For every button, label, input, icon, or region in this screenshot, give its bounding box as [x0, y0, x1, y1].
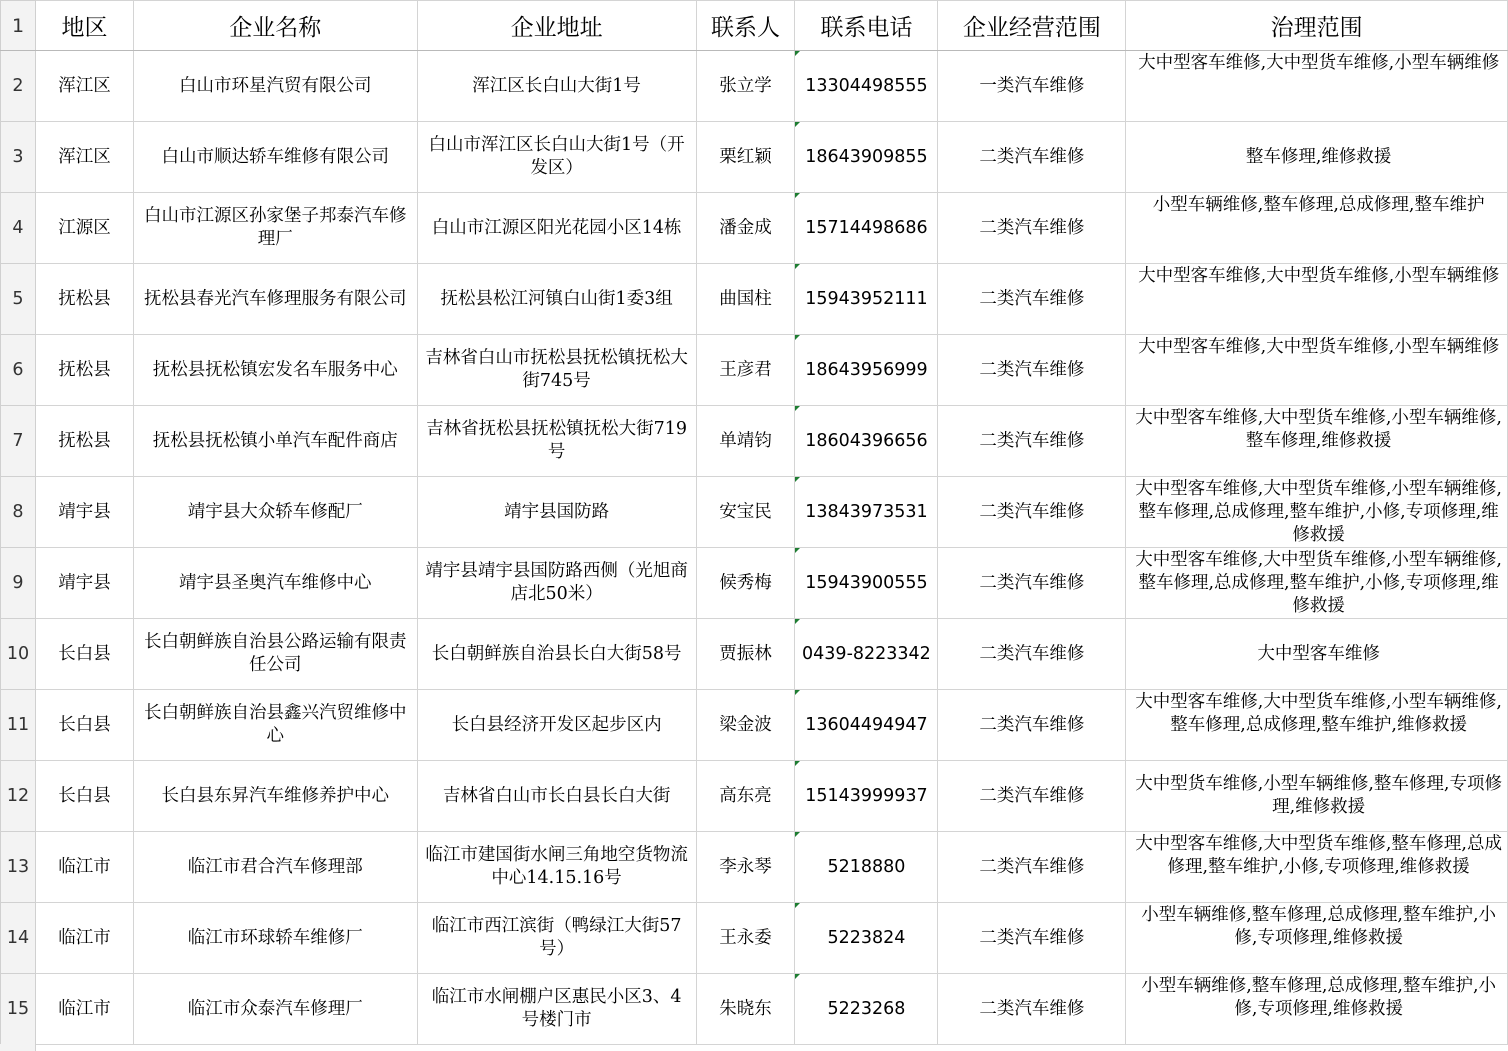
cell-company-address[interactable] [417, 974, 696, 1045]
cell-governance-scope[interactable] [1126, 619, 1508, 690]
row-number[interactable] [1, 477, 36, 548]
cell-phone[interactable] [795, 335, 938, 406]
table-row [1, 51, 1508, 122]
cell-contact-text: 候秀梅 [719, 572, 772, 593]
cell-business-scope[interactable] [938, 761, 1126, 832]
cell-company-name[interactable] [133, 477, 417, 548]
cell-company-address[interactable] [417, 335, 696, 406]
cell-company-address[interactable] [417, 619, 696, 690]
cell-business-scope-text: 二类汽车维修 [979, 359, 1085, 380]
cell-contact[interactable] [696, 264, 795, 335]
cell-company-name-text: 临江市君合汽车修理部 [187, 856, 363, 877]
header-cell-contact[interactable]: 联系人 [696, 1, 795, 51]
cell-phone-text: 15143999937 [805, 785, 928, 806]
cell-governance-scope-text: 小型车辆维修,整车修理,总成修理,整车维护,小修,专项修理,维修救援 [1141, 976, 1497, 1019]
row-number[interactable] [1, 903, 36, 974]
cell-company-address[interactable] [417, 122, 696, 193]
cell-company-address[interactable] [417, 406, 696, 477]
cell-region[interactable] [35, 619, 133, 690]
cell-company-name-text: 临江市众泰汽车修理厂 [187, 998, 363, 1019]
cell-phone-text: 18643909855 [805, 146, 928, 167]
cell-company-name[interactable] [133, 335, 417, 406]
cell-company-address[interactable] [417, 477, 696, 548]
cell-governance-scope-text: 大中型客车维修,大中型货车维修,小型车辆维修 [1138, 337, 1500, 357]
cell-company-address[interactable] [417, 903, 696, 974]
row-number-text: 13 [6, 856, 30, 877]
cell-company-address-text: 临江市建国街水闸三角地空货物流中心14.15.16号 [425, 845, 688, 888]
cell-governance-scope-text: 大中型客车维修,大中型货车维修,小型车辆维修 [1138, 53, 1500, 73]
row-number[interactable] [1, 51, 36, 122]
row-number[interactable] [1, 264, 36, 335]
cell-region-text: 抚松县 [58, 430, 111, 451]
cell-company-address[interactable] [417, 51, 696, 122]
cell-contact-text: 高东亮 [719, 785, 772, 806]
cell-region[interactable] [35, 477, 133, 548]
row-number[interactable] [1, 335, 36, 406]
cell-business-scope[interactable] [938, 264, 1126, 335]
cell-company-address[interactable] [417, 761, 696, 832]
cell-region[interactable] [35, 264, 133, 335]
cell-business-scope[interactable] [938, 690, 1126, 761]
row-number[interactable] [1, 619, 36, 690]
cell-governance-scope[interactable] [1126, 477, 1508, 548]
cell-phone-text: 13604494947 [805, 714, 928, 735]
cell-company-name[interactable] [133, 832, 417, 903]
cell-business-scope-text: 二类汽车维修 [979, 501, 1085, 522]
cell-company-address-text: 浑江区长白山大街1号 [472, 75, 641, 96]
cell-company-address-text: 吉林省白山市抚松县抚松镇抚松大街745号 [425, 348, 688, 391]
cell-region[interactable] [35, 548, 133, 619]
cell-contact[interactable] [696, 690, 795, 761]
cell-region-text: 浑江区 [58, 146, 111, 167]
cell-region-text: 靖宇县 [58, 501, 111, 522]
cell-company-name-text: 临江市环球轿车维修厂 [187, 927, 363, 948]
row-number-text: 6 [12, 359, 24, 380]
cell-contact-text: 李永琴 [719, 856, 772, 877]
cell-contact-text: 潘金成 [719, 217, 772, 238]
cell-phone-text: 18643956999 [805, 359, 928, 380]
header-cell-phone[interactable]: 联系电话 [795, 1, 938, 51]
cell-contact[interactable] [696, 761, 795, 832]
cell-region[interactable] [35, 832, 133, 903]
cell-governance-scope[interactable] [1126, 406, 1508, 477]
cell-contact[interactable] [696, 335, 795, 406]
cell-company-name-text: 白山市环星汽贸有限公司 [179, 75, 372, 96]
cell-governance-scope-text: 大中型客车维修,大中型货车维修,小型车辆维修,整车修理,总成修理,整车维护,维修救援 [1135, 692, 1502, 735]
cell-company-address-text: 靖宇县国防路 [504, 501, 610, 522]
cell-governance-scope[interactable] [1126, 690, 1508, 761]
cell-company-address-text: 临江市西江滨街（鸭绿江大街57号） [431, 916, 682, 959]
table-row [1, 335, 1508, 406]
table-row [1, 761, 1508, 832]
cell-contact[interactable] [696, 193, 795, 264]
cell-company-name[interactable] [133, 690, 417, 761]
cell-business-scope[interactable] [938, 974, 1126, 1045]
cell-company-address[interactable] [417, 832, 696, 903]
cell-phone-text: 15943952111 [805, 288, 928, 309]
cell-governance-scope-text: 大中型货车维修,小型车辆维修,整车修理,专项修理,维修救援 [1135, 774, 1502, 817]
table-row [1, 477, 1508, 548]
header-cell-business-scope[interactable]: 企业经营范围 [938, 1, 1126, 51]
cell-contact[interactable] [696, 619, 795, 690]
header-cell-region[interactable]: 地区 [35, 1, 133, 51]
cell-region[interactable] [35, 690, 133, 761]
cell-governance-scope-text: 大中型客车维修 [1257, 643, 1380, 664]
header-cell-company-name[interactable]: 企业名称 [133, 1, 417, 51]
cell-phone-text: 5218880 [827, 856, 906, 877]
cell-business-scope-text: 二类汽车维修 [979, 288, 1085, 309]
cell-region[interactable] [35, 335, 133, 406]
cell-company-name[interactable] [133, 264, 417, 335]
table-row [1, 974, 1508, 1045]
cell-company-name[interactable] [133, 193, 417, 264]
table-row [1, 619, 1508, 690]
cell-phone-text: 13304498555 [805, 75, 928, 96]
cell-region[interactable] [35, 974, 133, 1045]
cell-governance-scope[interactable] [1126, 335, 1508, 406]
cell-phone-text: 15943900555 [805, 572, 928, 593]
cell-region-text: 临江市 [58, 927, 111, 948]
cell-company-address[interactable] [417, 548, 696, 619]
row-number-text: 8 [12, 501, 24, 522]
cell-company-address[interactable] [417, 690, 696, 761]
cell-company-name-text: 长白朝鲜族自治县公路运输有限责任公司 [144, 632, 407, 675]
row-number[interactable] [1, 974, 36, 1045]
cell-company-name-text: 抚松县抚松镇宏发名车服务中心 [152, 359, 398, 380]
cell-company-address[interactable] [417, 193, 696, 264]
cell-governance-scope[interactable] [1126, 264, 1508, 335]
cell-governance-scope-text: 小型车辆维修,整车修理,总成修理,整车维护 [1152, 195, 1485, 215]
cell-company-address-text: 长白县经济开发区起步区内 [451, 714, 662, 735]
cell-business-scope-text: 二类汽车维修 [979, 146, 1085, 167]
cell-phone[interactable] [795, 264, 938, 335]
row-number-text: 9 [12, 572, 24, 593]
cell-contact-text: 朱晓东 [719, 998, 772, 1019]
cell-governance-scope[interactable] [1126, 903, 1508, 974]
cell-phone[interactable] [795, 974, 938, 1045]
cell-governance-scope-text: 大中型客车维修,大中型货车维修,小型车辆维修,整车修理,总成修理,整车维护,小修,专项修理,维修救援 [1135, 550, 1502, 616]
header-cell-company-address[interactable]: 企业地址 [417, 1, 696, 51]
cell-contact[interactable] [696, 406, 795, 477]
cell-governance-scope[interactable] [1126, 974, 1508, 1045]
row-number[interactable] [1, 832, 36, 903]
cell-governance-scope[interactable] [1126, 832, 1508, 903]
cell-company-name[interactable] [133, 122, 417, 193]
row-number-text: 5 [12, 288, 24, 309]
cell-company-name-text: 白山市顺达轿车维修有限公司 [161, 146, 390, 167]
row-number[interactable] [1, 193, 36, 264]
cell-business-scope[interactable] [938, 51, 1126, 122]
cell-region-text: 临江市 [58, 998, 111, 1019]
table-row [1, 903, 1508, 974]
cell-phone[interactable] [795, 690, 938, 761]
cell-phone-text: 5223268 [827, 998, 906, 1019]
cell-region-text: 浑江区 [58, 75, 111, 96]
cell-business-scope[interactable] [938, 193, 1126, 264]
cell-region-text: 靖宇县 [58, 572, 111, 593]
cell-contact-text: 张立学 [719, 75, 772, 96]
cell-business-scope[interactable] [938, 903, 1126, 974]
cell-region-text: 临江市 [58, 856, 111, 877]
table-row [1, 548, 1508, 619]
cell-company-address[interactable] [417, 264, 696, 335]
row-number-text: 12 [6, 785, 30, 806]
cell-governance-scope-text: 大中型客车维修,大中型货车维修,小型车辆维修,整车修理,总成修理,整车维护,小修,专项修理,维修救援 [1135, 479, 1502, 545]
cell-governance-scope[interactable] [1126, 548, 1508, 619]
cell-company-name[interactable] [133, 761, 417, 832]
cell-phone[interactable] [795, 903, 938, 974]
row-number[interactable] [1, 548, 36, 619]
cell-contact[interactable] [696, 974, 795, 1045]
cell-business-scope[interactable] [938, 548, 1126, 619]
table-row [1, 832, 1508, 903]
cell-contact-text: 王永委 [719, 927, 772, 948]
cell-region-text: 长白县 [58, 785, 111, 806]
cell-company-address-text: 抚松县松江河镇白山街1委3组 [440, 288, 673, 309]
cell-company-name-text: 白山市江源区孙家堡子邦泰汽车修理厂 [144, 206, 407, 249]
header-row [1, 1, 1508, 51]
table-row [1, 406, 1508, 477]
row-number-text: 4 [12, 217, 24, 238]
cell-phone[interactable] [795, 761, 938, 832]
cell-phone[interactable] [795, 122, 938, 193]
cell-company-name-text: 长白县东昇汽车维修养护中心 [161, 785, 390, 806]
cell-company-address-text: 白山市浑江区长白山大街1号（开发区） [428, 135, 685, 178]
cell-contact-text: 栗红颖 [719, 146, 772, 167]
cell-business-scope-text: 二类汽车维修 [979, 856, 1085, 877]
cell-governance-scope-text: 大中型客车维修,大中型货车维修,小型车辆维修 [1138, 266, 1500, 286]
cell-contact-text: 贾振林 [719, 643, 772, 664]
cell-phone[interactable] [795, 193, 938, 264]
cell-contact-text: 单靖钧 [719, 430, 772, 451]
row-number[interactable] [1, 690, 36, 761]
header-cell-governance-scope[interactable]: 治理范围 [1126, 1, 1508, 51]
cell-governance-scope[interactable] [1126, 193, 1508, 264]
cell-phone-text: 13843973531 [805, 501, 928, 522]
cell-company-name-text: 靖宇县圣奥汽车维修中心 [179, 572, 372, 593]
cell-region-text: 长白县 [58, 714, 111, 735]
cell-company-name[interactable] [133, 406, 417, 477]
cell-region[interactable] [35, 193, 133, 264]
cell-company-address-text: 靖宇县靖宇县国防路西侧（光旭商店北50米） [425, 561, 688, 604]
cell-business-scope-text: 二类汽车维修 [979, 430, 1085, 451]
cell-company-address-text: 吉林省抚松县抚松镇抚松大街719号 [426, 419, 688, 462]
cell-business-scope-text: 二类汽车维修 [979, 714, 1085, 735]
cell-phone[interactable] [795, 619, 938, 690]
cell-company-name[interactable] [133, 619, 417, 690]
cell-contact[interactable] [696, 51, 795, 122]
row-number-gutter [0, 1044, 36, 1051]
cell-governance-scope[interactable] [1126, 51, 1508, 122]
cell-contact-text: 王彦君 [719, 359, 772, 380]
cell-company-name[interactable] [133, 51, 417, 122]
cell-company-name-text: 靖宇县大众轿车修配厂 [187, 501, 363, 522]
row-number[interactable] [1, 122, 36, 193]
cell-business-scope-text: 一类汽车维修 [979, 75, 1085, 96]
cell-company-name[interactable] [133, 903, 417, 974]
row-number[interactable] [1, 406, 36, 477]
cell-contact[interactable] [696, 122, 795, 193]
cell-region-text: 抚松县 [58, 288, 111, 309]
cell-company-name-text: 抚松县春光汽车修理服务有限公司 [144, 288, 407, 309]
cell-phone[interactable] [795, 51, 938, 122]
cell-phone-text: 5223824 [827, 927, 906, 948]
cell-business-scope-text: 二类汽车维修 [979, 927, 1085, 948]
row-number-text: 15 [6, 998, 30, 1019]
cell-phone[interactable] [795, 477, 938, 548]
cell-business-scope[interactable] [938, 406, 1126, 477]
cell-business-scope[interactable] [938, 477, 1126, 548]
row-number-text: 7 [12, 430, 24, 451]
cell-governance-scope-text: 整车修理,维修救援 [1245, 146, 1392, 167]
cell-company-address-text: 长白朝鲜族自治县长白大街58号 [431, 643, 682, 664]
row-number-text: 3 [12, 146, 24, 167]
cell-contact-text: 安宝民 [719, 501, 772, 522]
cell-company-name-text: 长白朝鲜族自治县鑫兴汽贸维修中心 [144, 703, 407, 746]
cell-region[interactable] [35, 122, 133, 193]
row-number-text: 10 [6, 643, 30, 664]
cell-contact-text: 曲国柱 [719, 288, 772, 309]
cell-phone[interactable] [795, 548, 938, 619]
cell-business-scope-text: 二类汽车维修 [979, 998, 1085, 1019]
cell-contact[interactable] [696, 832, 795, 903]
cell-business-scope-text: 二类汽车维修 [979, 572, 1085, 593]
row-number-text: 14 [6, 927, 30, 948]
cell-governance-scope[interactable] [1126, 122, 1508, 193]
cell-business-scope-text: 二类汽车维修 [979, 217, 1085, 238]
cell-phone-text: 0439-8223342 [802, 643, 931, 664]
cell-contact[interactable] [696, 548, 795, 619]
cell-company-address-text: 临江市水闸棚户区惠民小区3、4号楼门市 [431, 987, 682, 1030]
table-row [1, 690, 1508, 761]
cell-phone[interactable] [795, 406, 938, 477]
cell-region-text: 长白县 [58, 643, 111, 664]
cell-phone-text: 18604396656 [805, 430, 928, 451]
cell-region-text: 江源区 [58, 217, 111, 238]
cell-contact[interactable] [696, 903, 795, 974]
cell-region[interactable] [35, 761, 133, 832]
cell-company-name-text: 抚松县抚松镇小单汽车配件商店 [152, 430, 398, 451]
cell-region[interactable] [35, 903, 133, 974]
cell-governance-scope[interactable] [1126, 761, 1508, 832]
row-number[interactable]: 1 [1, 1, 36, 51]
cell-business-scope-text: 二类汽车维修 [979, 643, 1085, 664]
cell-business-scope[interactable] [938, 832, 1126, 903]
cell-governance-scope-text: 小型车辆维修,整车修理,总成修理,整车维护,小修,专项修理,维修救援 [1141, 905, 1497, 948]
cell-company-name[interactable] [133, 974, 417, 1045]
row-number[interactable] [1, 761, 36, 832]
cell-contact[interactable] [696, 477, 795, 548]
cell-business-scope[interactable] [938, 619, 1126, 690]
cell-contact-text: 梁金波 [719, 714, 772, 735]
cell-company-address-text: 白山市江源区阳光花园小区14栋 [431, 217, 682, 238]
cell-governance-scope-text: 大中型客车维修,大中型货车维修,整车修理,总成修理,整车维护,小修,专项修理,维修救援 [1135, 834, 1502, 877]
cell-phone-text: 15714498686 [805, 217, 928, 238]
cell-region[interactable] [35, 51, 133, 122]
table-row [1, 264, 1508, 335]
row-number-text: 2 [12, 75, 24, 96]
cell-business-scope-text: 二类汽车维修 [979, 785, 1085, 806]
cell-business-scope[interactable] [938, 335, 1126, 406]
cell-region[interactable] [35, 406, 133, 477]
table-row [1, 193, 1508, 264]
cell-business-scope[interactable] [938, 122, 1126, 193]
cell-region-text: 抚松县 [58, 359, 111, 380]
row-number-text: 11 [6, 714, 30, 735]
cell-company-address-text: 吉林省白山市长白县长白大街 [442, 785, 671, 806]
cell-phone[interactable] [795, 832, 938, 903]
cell-governance-scope-text: 大中型客车维修,大中型货车维修,小型车辆维修,整车修理,维修救援 [1135, 408, 1502, 451]
table-row [1, 122, 1508, 193]
cell-company-name[interactable] [133, 548, 417, 619]
